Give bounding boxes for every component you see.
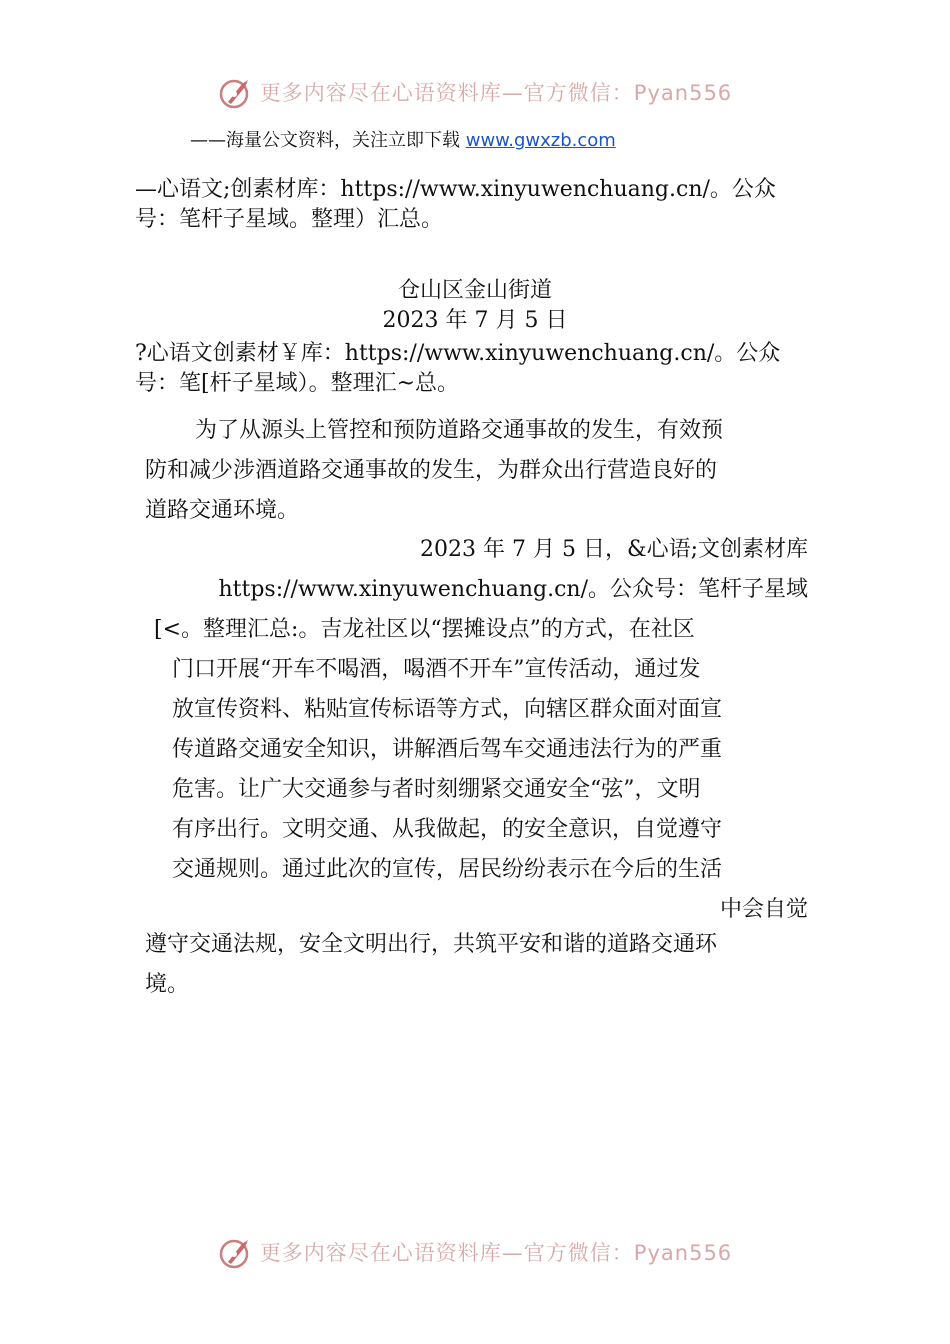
para2-line: 交通规则。通过此次的宣传，居民纷纷表示在今后的生活 bbox=[172, 857, 723, 882]
watermark-text: 更多内容尽在心语资料库—官方微信：Pyan556 bbox=[259, 1241, 733, 1265]
download-notice-text: ——海量公文资料，关注立即下载 bbox=[190, 130, 466, 151]
download-notice bbox=[190, 126, 616, 152]
para1-line: 防和减少涉酒道路交通事故的发生，为群众出行营造良好的 bbox=[145, 458, 718, 483]
para2-line: 危害。让广大交通参与者时刻绷紧交通安全“弦”，文明 bbox=[172, 777, 701, 802]
para1-line: 为了从源头上管控和预防道路交通事故的发生，有效预 bbox=[195, 418, 724, 443]
para2-line: 2023 年 7 月 5 日，&心语;文创素材库 bbox=[420, 537, 808, 562]
site-link[interactable]: www.gwxzb.com bbox=[465, 130, 616, 151]
para2-line: 中会自觉 bbox=[719, 897, 808, 922]
para3-line: 境。 bbox=[145, 972, 190, 997]
intro-line-1: —心语文;创素材库：https://www.xinyuwenchuang.cn/。公众 bbox=[135, 177, 776, 202]
note-line-2: 号：笔[杆子星域）。整理汇~总。 bbox=[135, 371, 460, 396]
doc-date: 2023 年 7 月 5 日 bbox=[382, 308, 568, 333]
intro-line-2: 号：笔杆子星域。整理）汇总。 bbox=[135, 207, 444, 232]
watermark-banner-bottom bbox=[0, 1230, 950, 1274]
para2-line: 传道路交通安全知识，讲解酒后驾车交通违法行为的严重 bbox=[172, 737, 723, 762]
para1-line: 道路交通环境。 bbox=[145, 498, 300, 523]
paragraph-2 bbox=[150, 530, 808, 930]
para3-line: 遵守交通法规，安全文明出行，共筑平安和谐的道路交通环 bbox=[145, 932, 718, 957]
para2-line: 放宣传资料、粘贴宣传标语等方式，向辖区群众面对面宣 bbox=[172, 697, 723, 722]
para2-line: [<。整理汇总:。吉龙社区以“摆摊设点”的方式，在社区 bbox=[154, 617, 695, 642]
para2-line: 门口开展“开车不喝酒，喝酒不开车”宣传活动，通过发 bbox=[172, 657, 701, 682]
note-line-1: ?心语文创素材￥库：https://www.xinyuwenchuang.cn/。公众 bbox=[135, 341, 781, 366]
paragraph-3 bbox=[145, 925, 810, 1005]
para2-line: 有序出行。文明交通、从我做起，的安全意识，自觉遵守 bbox=[172, 817, 723, 842]
para2-line: https://www.xinyuwenchuang.cn/。公众号：笔杆子星域 bbox=[218, 577, 808, 602]
paragraph-1 bbox=[145, 411, 810, 531]
watermark-banner-top bbox=[0, 70, 950, 114]
org-name: 仓山区金山街道 bbox=[397, 278, 552, 303]
watermark-text: 更多内容尽在心语资料库—官方微信：Pyan556 bbox=[259, 81, 733, 105]
pen-nib-logo-icon bbox=[218, 1234, 254, 1270]
pen-nib-logo-icon bbox=[218, 74, 254, 110]
